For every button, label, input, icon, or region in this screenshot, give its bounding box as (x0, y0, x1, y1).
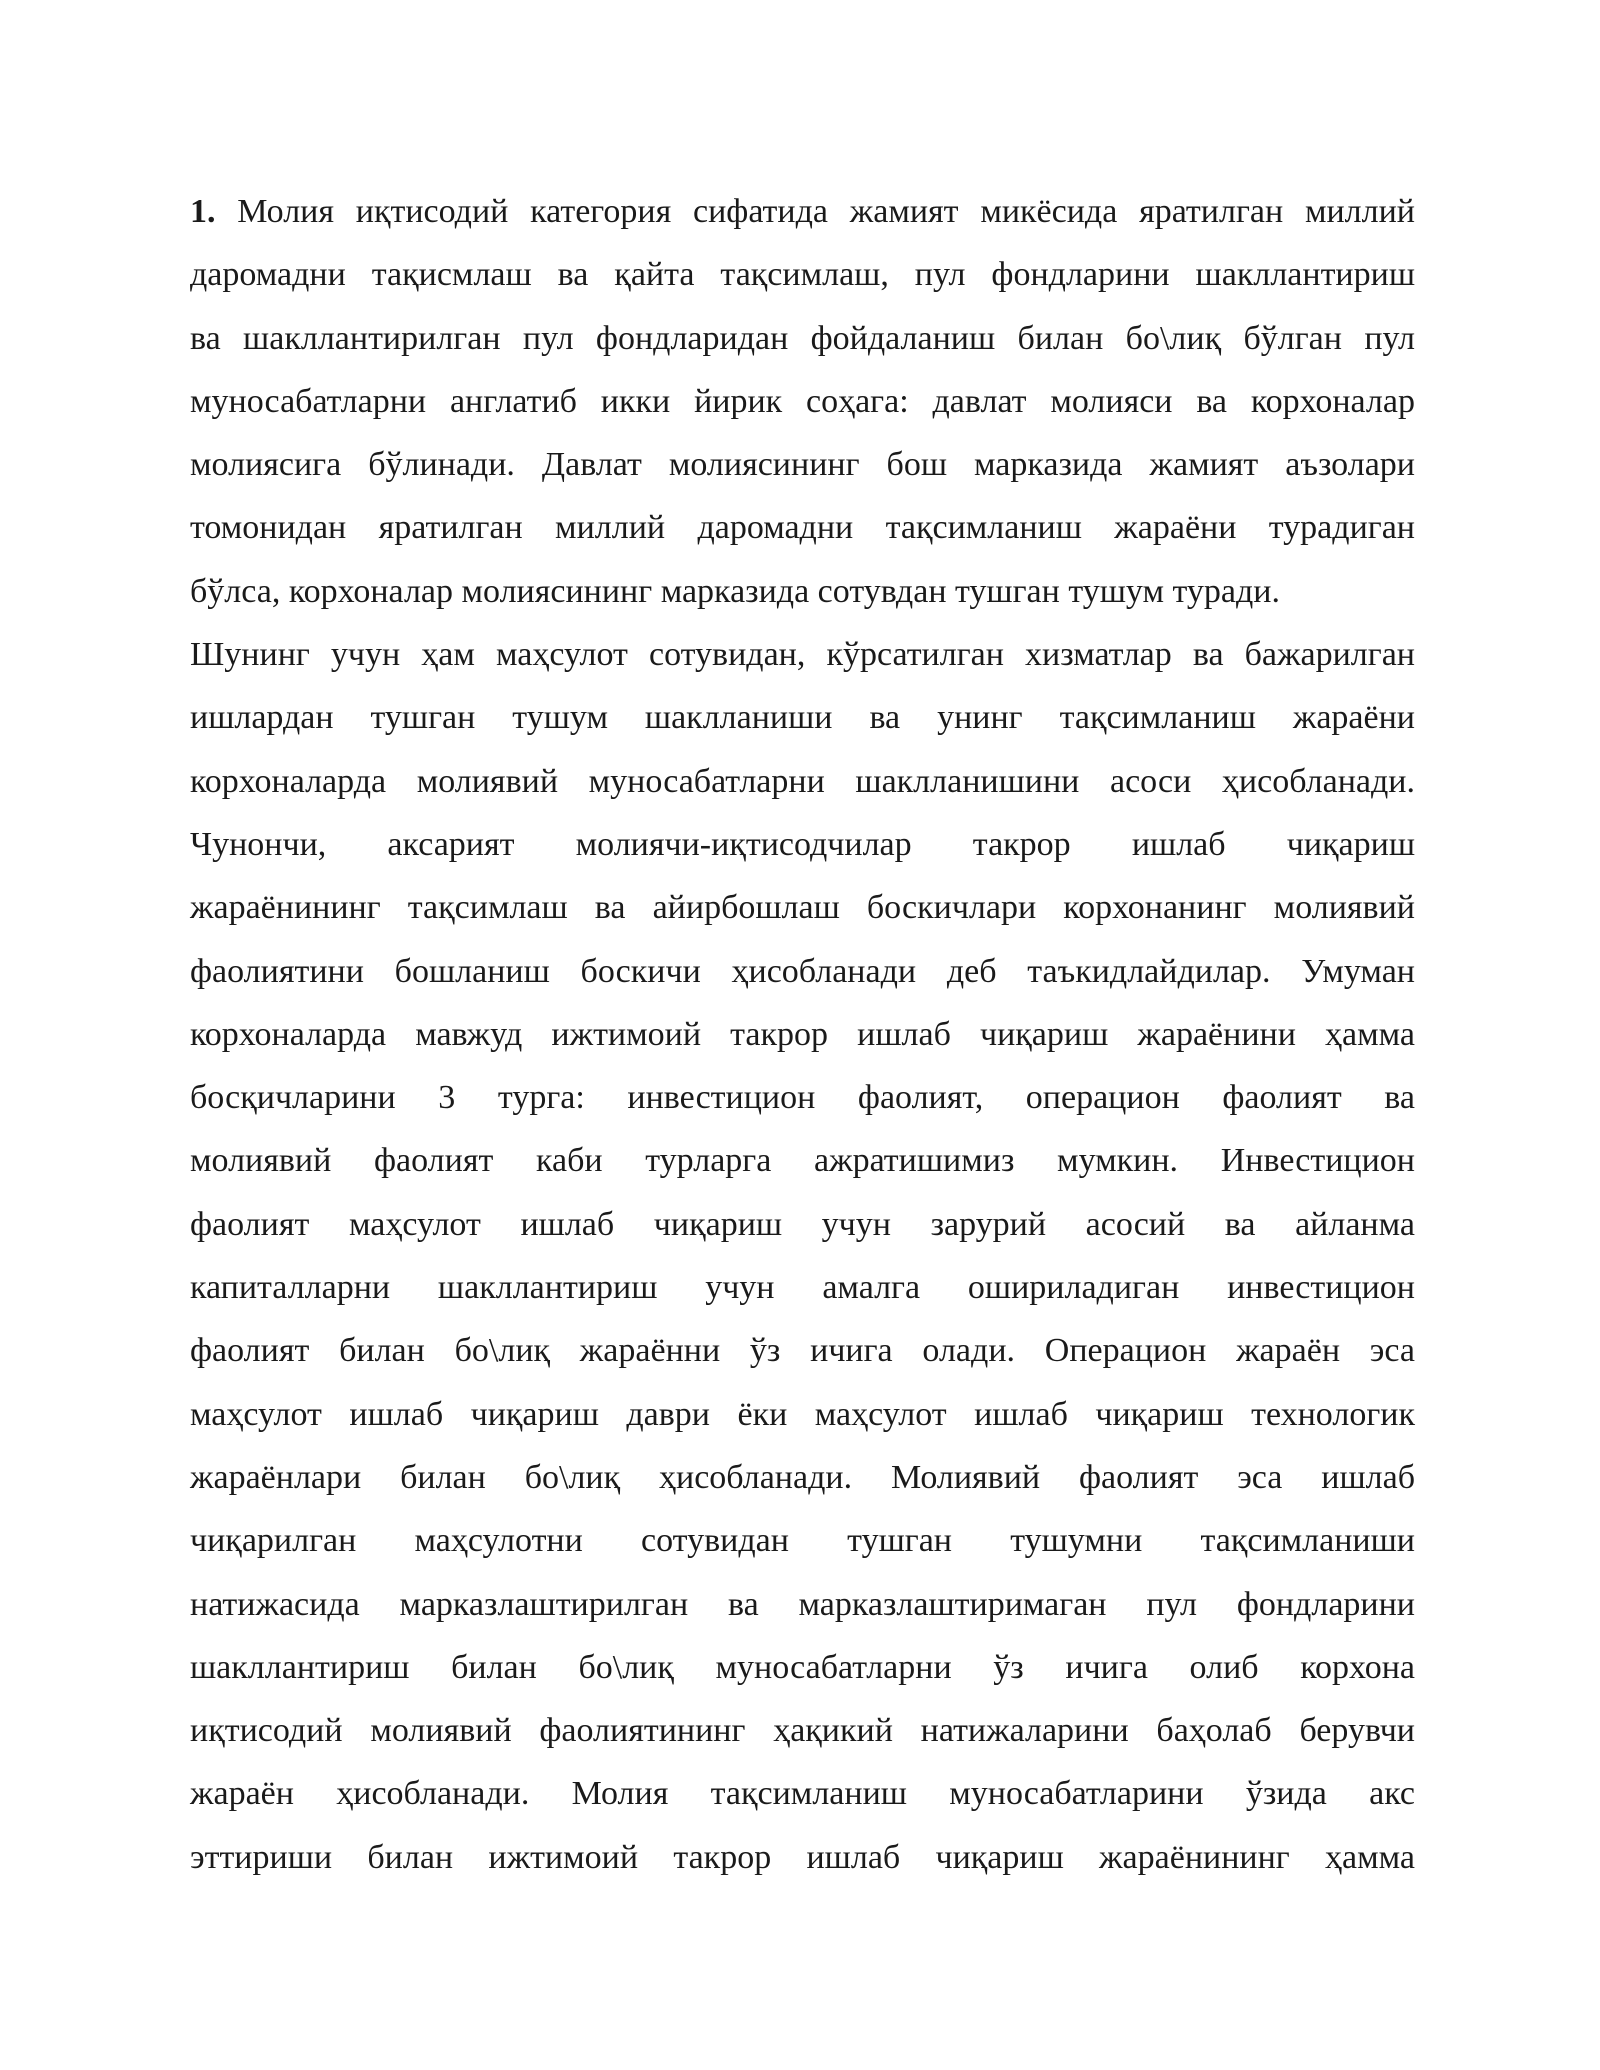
text-line: Чунончи, аксарият молиячи-иқтисодчилар такрор ишлаб чиқариш (190, 825, 1415, 863)
text-line: молиясига бўлинади. Давлат молиясининг бош марказида жамият аъзолари (190, 446, 1415, 484)
item-number: 1. (190, 193, 216, 230)
body-text (190, 186, 1415, 1895)
text-line: жараён ҳисобланади. Молия тақсимланиш муносабатларини ўзида акс (190, 1775, 1415, 1813)
text-line: бўлса, корхоналар молиясининг марказида сотувдан тушган тушум туради. (190, 572, 1280, 610)
text-line: даромадни тақисмлаш ва қайта тақсимлаш, пул фондларини шакллантириш (190, 256, 1415, 294)
text-line: корхоналарда молиявий муносабатларни шаклланишини асоси ҳисобланади. (190, 762, 1415, 800)
text-line: 1. Молия иқтисодий категория сифатида жамият микёсида яратилган миллий (190, 193, 1415, 230)
text-line: фаолиятини бошланиш боскичи ҳисобланади деб таъкидлайдилар. Умуман (190, 952, 1415, 990)
text-line: эттириши билан ижтимоий такрор ишлаб чиқариш жараёнининг ҳамма (190, 1838, 1415, 1876)
text-line: босқичларини 3 турга: инвестицион фаолият, операцион фаолият ва (190, 1079, 1415, 1117)
text-line: фаолият маҳсулот ишлаб чиқариш учун зарурий асосий ва айланма (190, 1205, 1415, 1243)
text-line: молиявий фаолият каби турларга ажратишимиз мумкин. Инвестицион (190, 1142, 1415, 1180)
text-line: фаолият билан бо\лиқ жараённи ўз ичига олади. Операцион жараён эса (190, 1332, 1415, 1370)
text-line: чиқарилган маҳсулотни сотувидан тушган тушумни тақсимланиши (190, 1522, 1415, 1560)
text-line: натижасида марказлаштирилган ва марказлаштиримаган пул фондларини (190, 1585, 1415, 1623)
text-line: Шунинг учун ҳам маҳсулот сотувидан, кўрсатилган хизматлар ва бажарилган (190, 636, 1415, 674)
text-line: муносабатларни англатиб икки йирик соҳага: давлат молияси ва корхоналар (190, 382, 1415, 420)
text-line: жараёнининг тақсимлаш ва айирбошлаш боскичлари корхонанинг молиявий (190, 889, 1415, 927)
text-line: маҳсулот ишлаб чиқариш даври ёки маҳсулот ишлаб чиқариш технологик (190, 1395, 1415, 1433)
text-line: жараёнлари билан бо\лиқ ҳисобланади. Молиявий фаолият эса ишлаб (190, 1458, 1415, 1496)
text-line: томонидан яратилган миллий даромадни тақсимланиш жараёни турадиган (190, 509, 1415, 547)
text-line: ишлардан тушган тушум шаклланиши ва унинг тақсимланиш жараёни (190, 699, 1415, 737)
text-line: иқтисодий молиявий фаолиятининг ҳақикий натижаларини баҳолаб берувчи (190, 1712, 1415, 1750)
text-line: шакллантириш билан бо\лиқ муносабатларни ўз ичига олиб корхона (190, 1648, 1415, 1686)
text-line: капиталларни шакллантириш учун амалга ошириладиган инвестицион (190, 1269, 1415, 1307)
text-line: ва шакллантирилган пул фондларидан фойдаланиш билан бо\лиқ бўлган пул (190, 319, 1415, 357)
text-line: корхоналарда мавжуд ижтимоий такрор ишлаб чиқариш жараёнини ҳамма (190, 1015, 1415, 1053)
